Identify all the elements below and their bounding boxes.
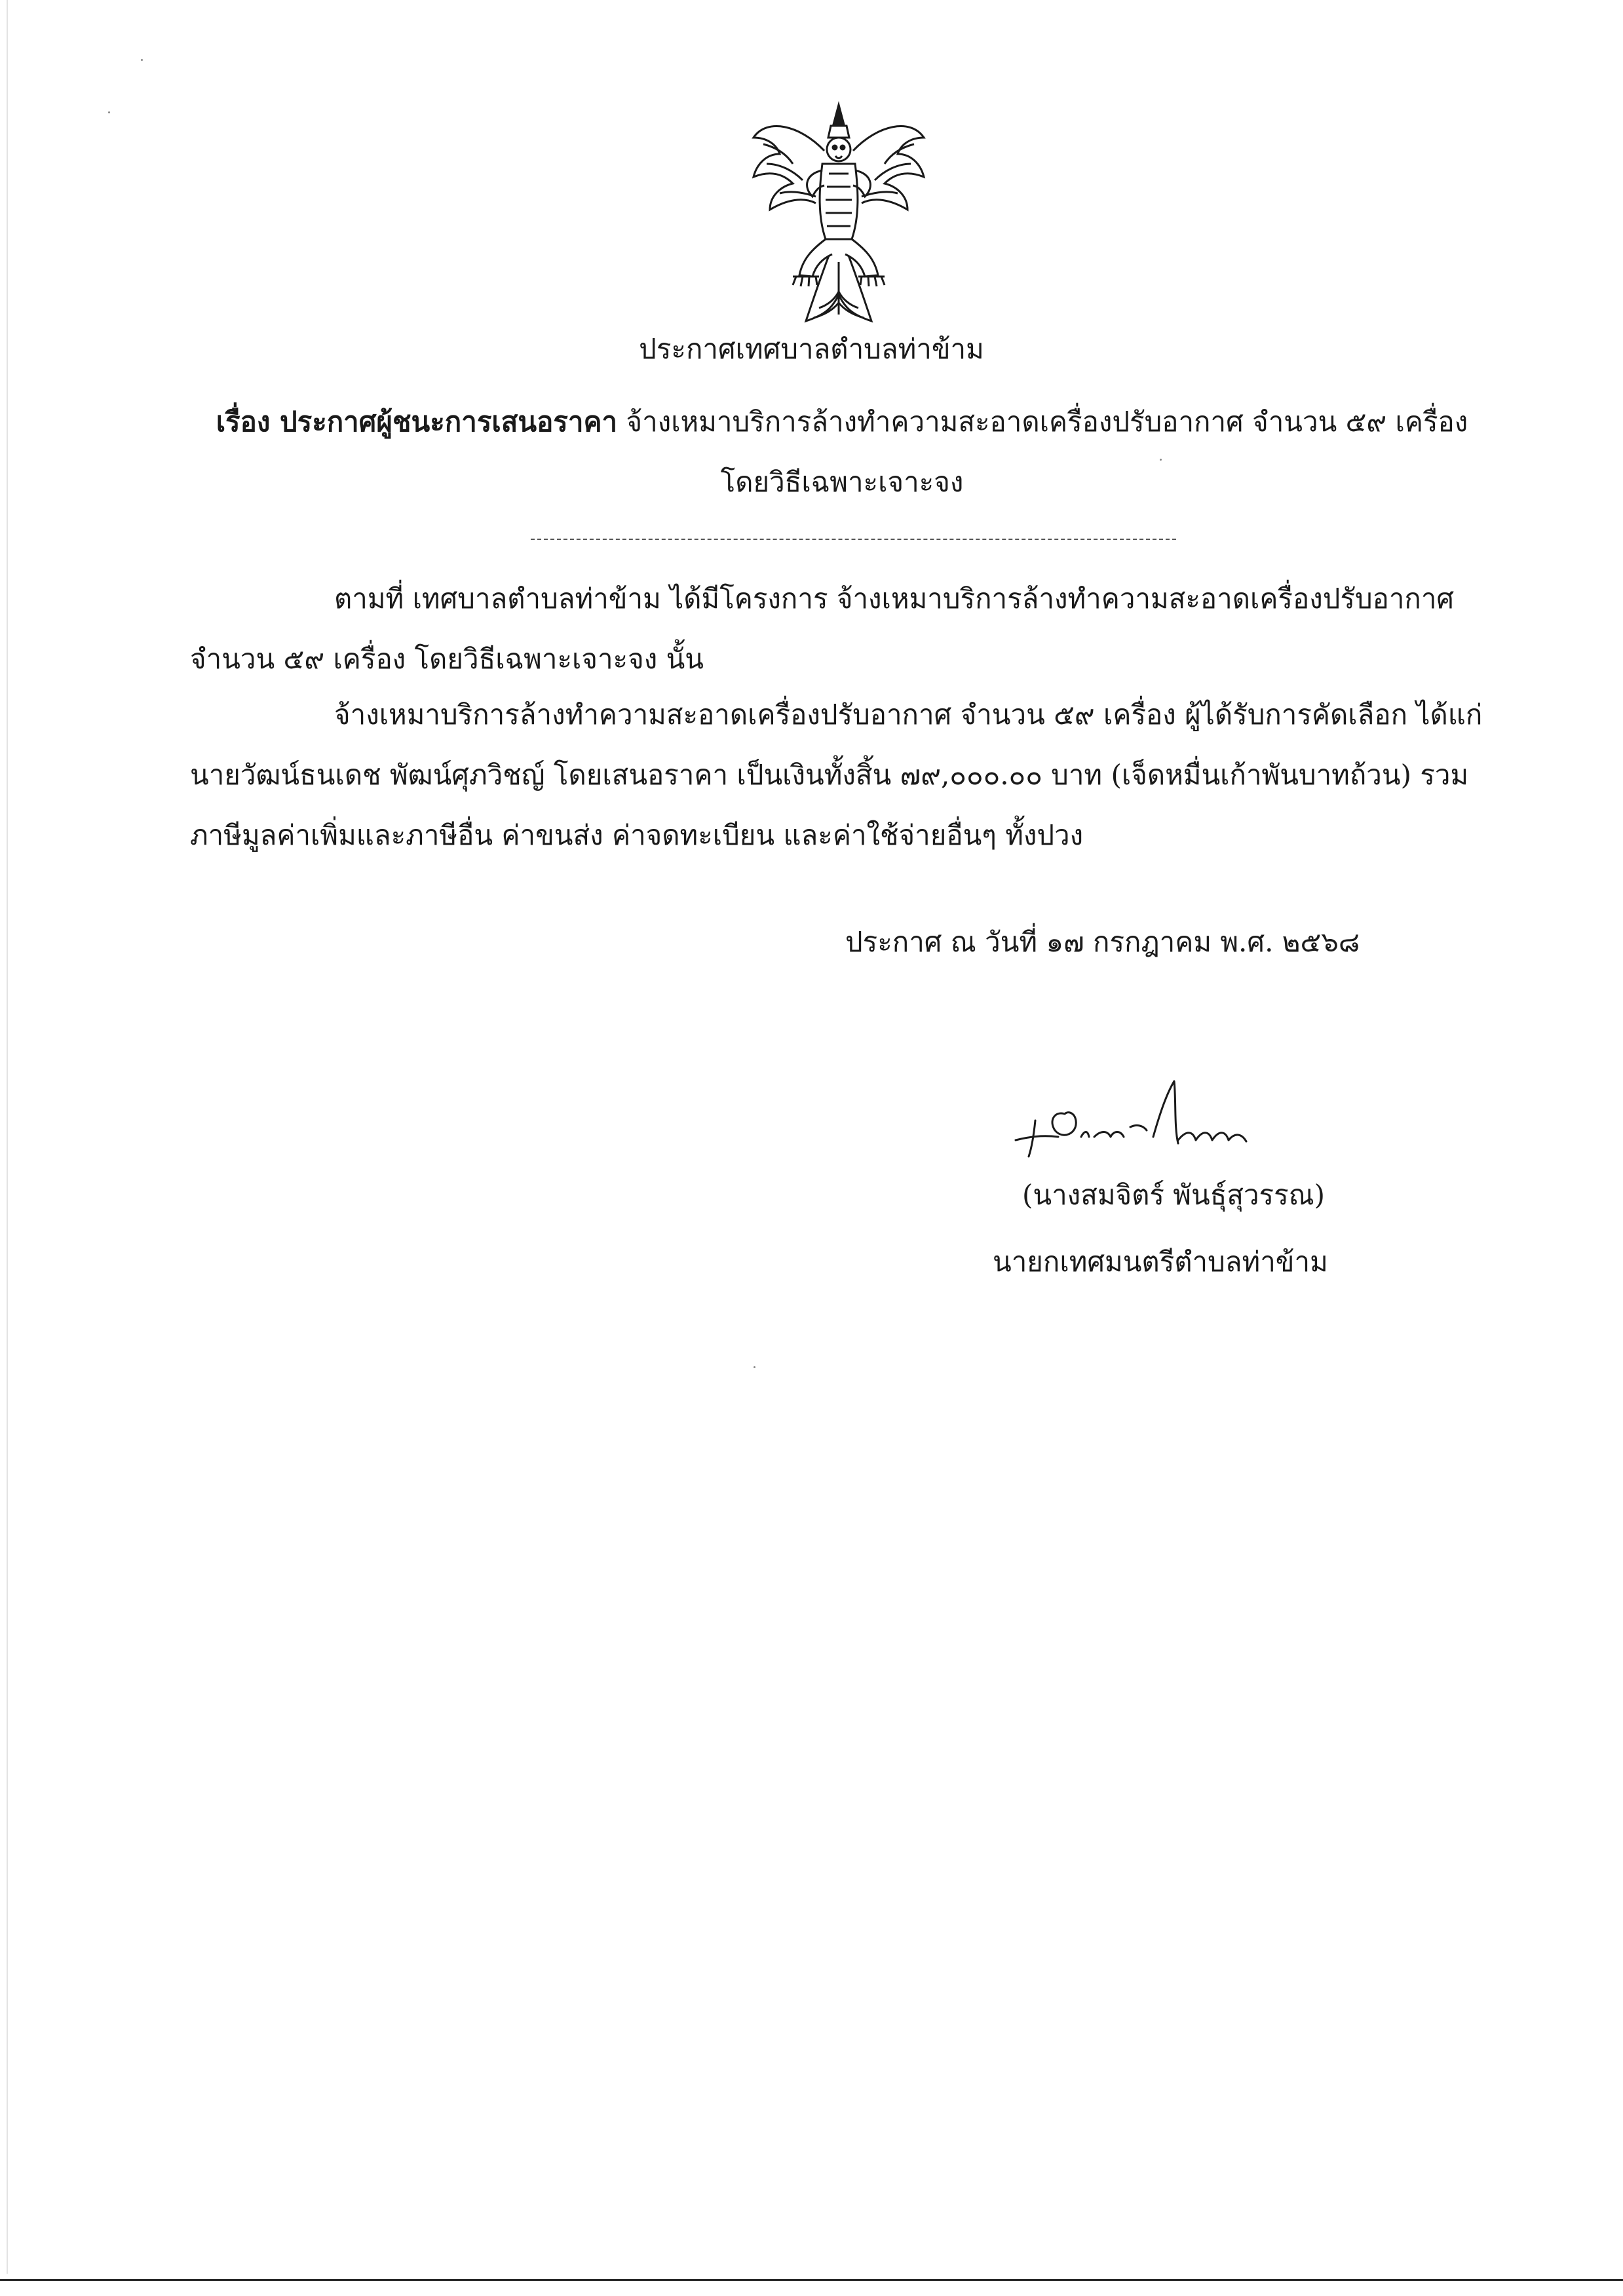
announcement-subject: [190, 392, 1494, 512]
subject-text: จ้างเหมาบริการล้างทำความสะอาดเครื่องปรับอากาศ จำนวน ๕๙ เครื่อง โดยวิธีเฉพาะเจาะจง: [626, 406, 1468, 498]
scan-bottom-edge: [0, 2279, 1623, 2281]
paragraph-intro: ตามที่ เทศบาลตำบลท่าข้าม ได้มีโครงการ จ้างเหมาบริการล้างทำความสะอาดเครื่องปรับอากาศ จำนวน ๕๙ เครื่อง โดยวิธีเฉพาะเจาะจง นั้น: [190, 583, 1455, 675]
scan-speck: [754, 1366, 755, 1368]
scan-speck: [141, 59, 143, 61]
scan-speck: [108, 111, 110, 113]
paragraph-award: จ้างเหมาบริการล้างทำความสะอาดเครื่องปรับอากาศ จำนวน ๕๙ เครื่อง ผู้ได้รับการคัดเลือก ได้แก่ นายวัฒน์ธนเดช พัฒน์ศุภวิชญ์ โดยเสนอราคา เป็นเงินทั้งสิ้น ๗๙,๐๐๐.๐๐ บาท (เจ็ดหมื่นเก้าพันบาทถ้วน) รวมภาษีมูลค่าเพิ่มและภาษีอื่น ค่าขนส่ง ค่าจดทะเบียน และค่าใช้จ่ายอื่นๆ ทั้งปวง: [190, 698, 1483, 851]
scan-speck: [1160, 459, 1162, 461]
announcement-date: ประกาศ ณ วันที่ ๑๗ กรกฎาคม พ.ศ. ๒๕๖๘: [845, 926, 1360, 958]
signer-name: (นางสมจิตร์ พันธุ์สุวรรณ): [1022, 1179, 1326, 1211]
handwritten-signature-icon: [1002, 1075, 1297, 1173]
section-divider: [531, 539, 1176, 540]
signer-position: นายกเทศมนตรีตำบลท่าข้าม: [993, 1246, 1328, 1278]
garuda-emblem-icon: [740, 98, 937, 334]
subject-label: เรื่อง ประกาศผู้ชนะการเสนอราคา: [216, 406, 618, 438]
announcement-heading: ประกาศเทศบาลตำบลท่าข้าม: [639, 333, 984, 365]
